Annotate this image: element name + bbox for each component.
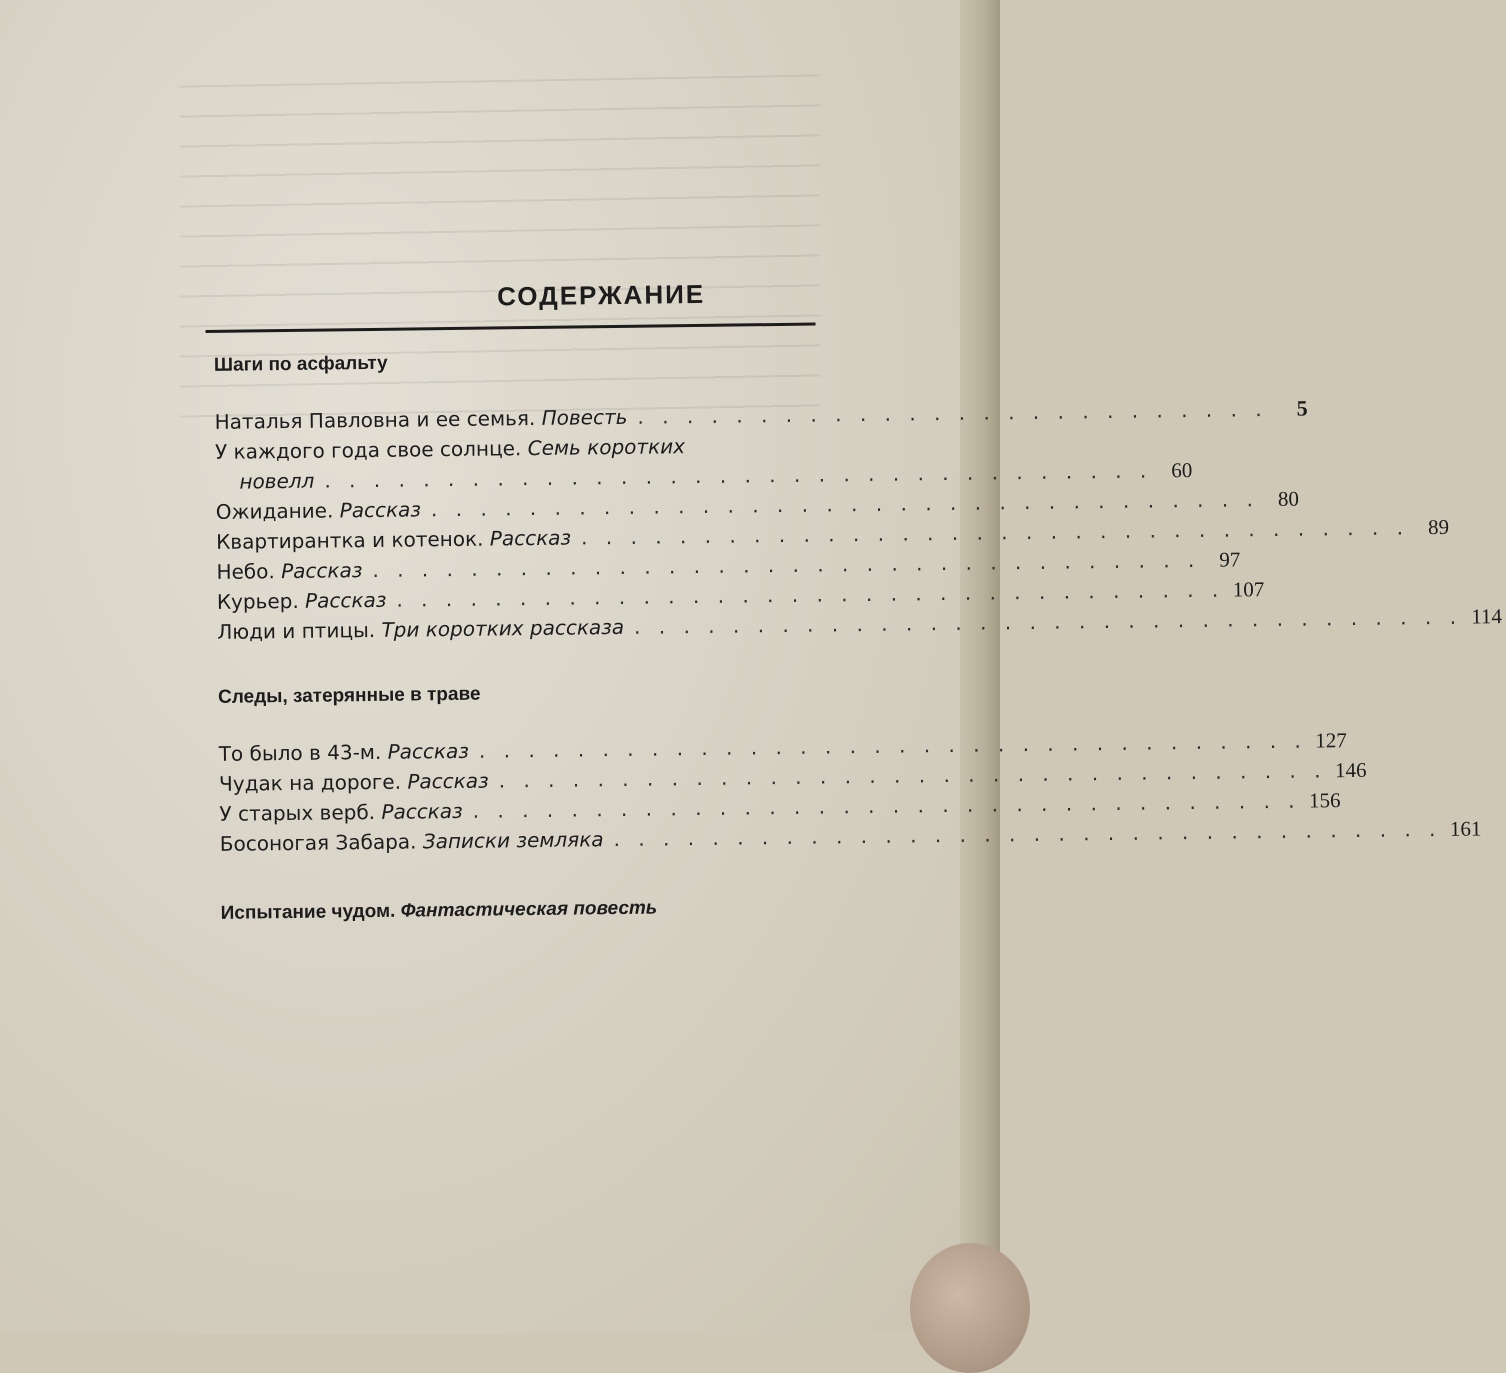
section-title: Следы, затерянные в траве — [217, 683, 481, 708]
entry-title: Небо. — [216, 559, 275, 584]
entry-genre: Рассказ — [489, 525, 572, 551]
entry-page: 60 — [1171, 457, 1193, 483]
entry-title: У старых верб. — [219, 799, 376, 826]
section-entries — [218, 728, 1482, 859]
entry-page: 5 — [1296, 395, 1308, 421]
section-title-text: Испытание чудом. — [220, 900, 396, 924]
entry-genre-continuation: новелл — [239, 468, 315, 494]
thumb — [910, 1243, 1030, 1373]
entry-genre: Записки земляка — [422, 827, 604, 854]
section-title: Шаги по асфальту — [213, 352, 388, 376]
entry-page: 156 — [1308, 788, 1341, 813]
section-entries — [214, 395, 1503, 647]
entry-title: Наталья Павловна и ее семья. — [214, 405, 536, 434]
title-rule — [206, 323, 816, 333]
leader-dots: . . . . . . . . . . . . . . . . . . . . . . . . . . . . . . . . . . — [478, 728, 1307, 763]
leader-dots: . . . . . . . . . . . . . . . . . . . . . . . . . . . . . . . . . . — [633, 604, 1463, 639]
leader-dots: . . . . . . . . . . . . . . . . . . . . . . . . . . . . . . . . . . — [472, 788, 1301, 823]
entry-title: Люди и птицы. — [217, 617, 376, 644]
page-edge — [960, 0, 1000, 1333]
leader-dots: . . . . . . . . . . . . . . . . . . . . . . . . . . . . . . . . . . — [580, 515, 1410, 550]
entry-genre: Повесть — [541, 404, 628, 430]
entry-page: 80 — [1277, 486, 1300, 511]
entry-title: То было в 43-м. — [218, 739, 382, 766]
leader-dots: . . . . . . . . . . . . . . . . . . . . . . . . . . . . . . . . . . — [396, 577, 1225, 612]
toc-title: СОДЕРЖАНИЕ — [497, 278, 706, 312]
entry-page: 127 — [1315, 728, 1347, 753]
entry-title: Босоногая Забара. — [219, 829, 417, 856]
toc-entry — [219, 816, 1482, 859]
leader-dots: . . . . . . . . . . . . . . . . . . . . . . . . . . . . . . . . . . — [498, 758, 1327, 793]
section-genre: Фантастическая повесть — [400, 897, 658, 922]
leader-dots: . . . . . . . . . . . . . . . . . . . . . . . . . . . . . . . . . . — [372, 547, 1201, 582]
entry-page: 89 — [1427, 514, 1450, 540]
leader-dots: . . . . . . . . . . . . . . . . . . . . . . . . . . . . . . . . . . — [324, 458, 1153, 493]
entry-genre: Рассказ — [381, 798, 463, 824]
entry-genre: Рассказ — [407, 768, 489, 794]
entry-page: 97 — [1219, 547, 1241, 572]
entry-title: У каждого года свое солнце. — [214, 436, 522, 464]
entry-genre: Три коротких рассказа — [381, 614, 625, 642]
entry-title: Квартирантка и котенок. — [215, 526, 484, 554]
entry-page: 114 — [1471, 604, 1503, 629]
entry-genre: Семь коротких — [527, 434, 686, 461]
entry-title: Ожидание. — [215, 498, 334, 524]
entry-genre: Рассказ — [280, 558, 363, 584]
entry-page: 161 — [1449, 816, 1482, 841]
leader-dots: . . . . . . . . . . . . . . . . . . . . . . . . . . — [637, 397, 1268, 429]
leader-dots: . . . . . . . . . . . . . . . . . . . . . . . . . . . . . . . . . . — [613, 816, 1442, 852]
entry-title: Чудак на дороге. — [218, 769, 402, 796]
leader-dots: . . . . . . . . . . . . . . . . . . . . . . . . . . . . . . . . . . — [430, 487, 1260, 522]
entry-title: Курьер. — [216, 588, 299, 614]
table-of-contents — [205, 278, 1503, 925]
entry-genre: Рассказ — [304, 587, 387, 613]
entry-genre: Рассказ — [387, 738, 470, 764]
entry-page: 146 — [1334, 757, 1367, 783]
entry-genre: Рассказ — [339, 497, 422, 523]
entry-page: 107 — [1232, 577, 1265, 602]
section-title — [221, 896, 823, 925]
